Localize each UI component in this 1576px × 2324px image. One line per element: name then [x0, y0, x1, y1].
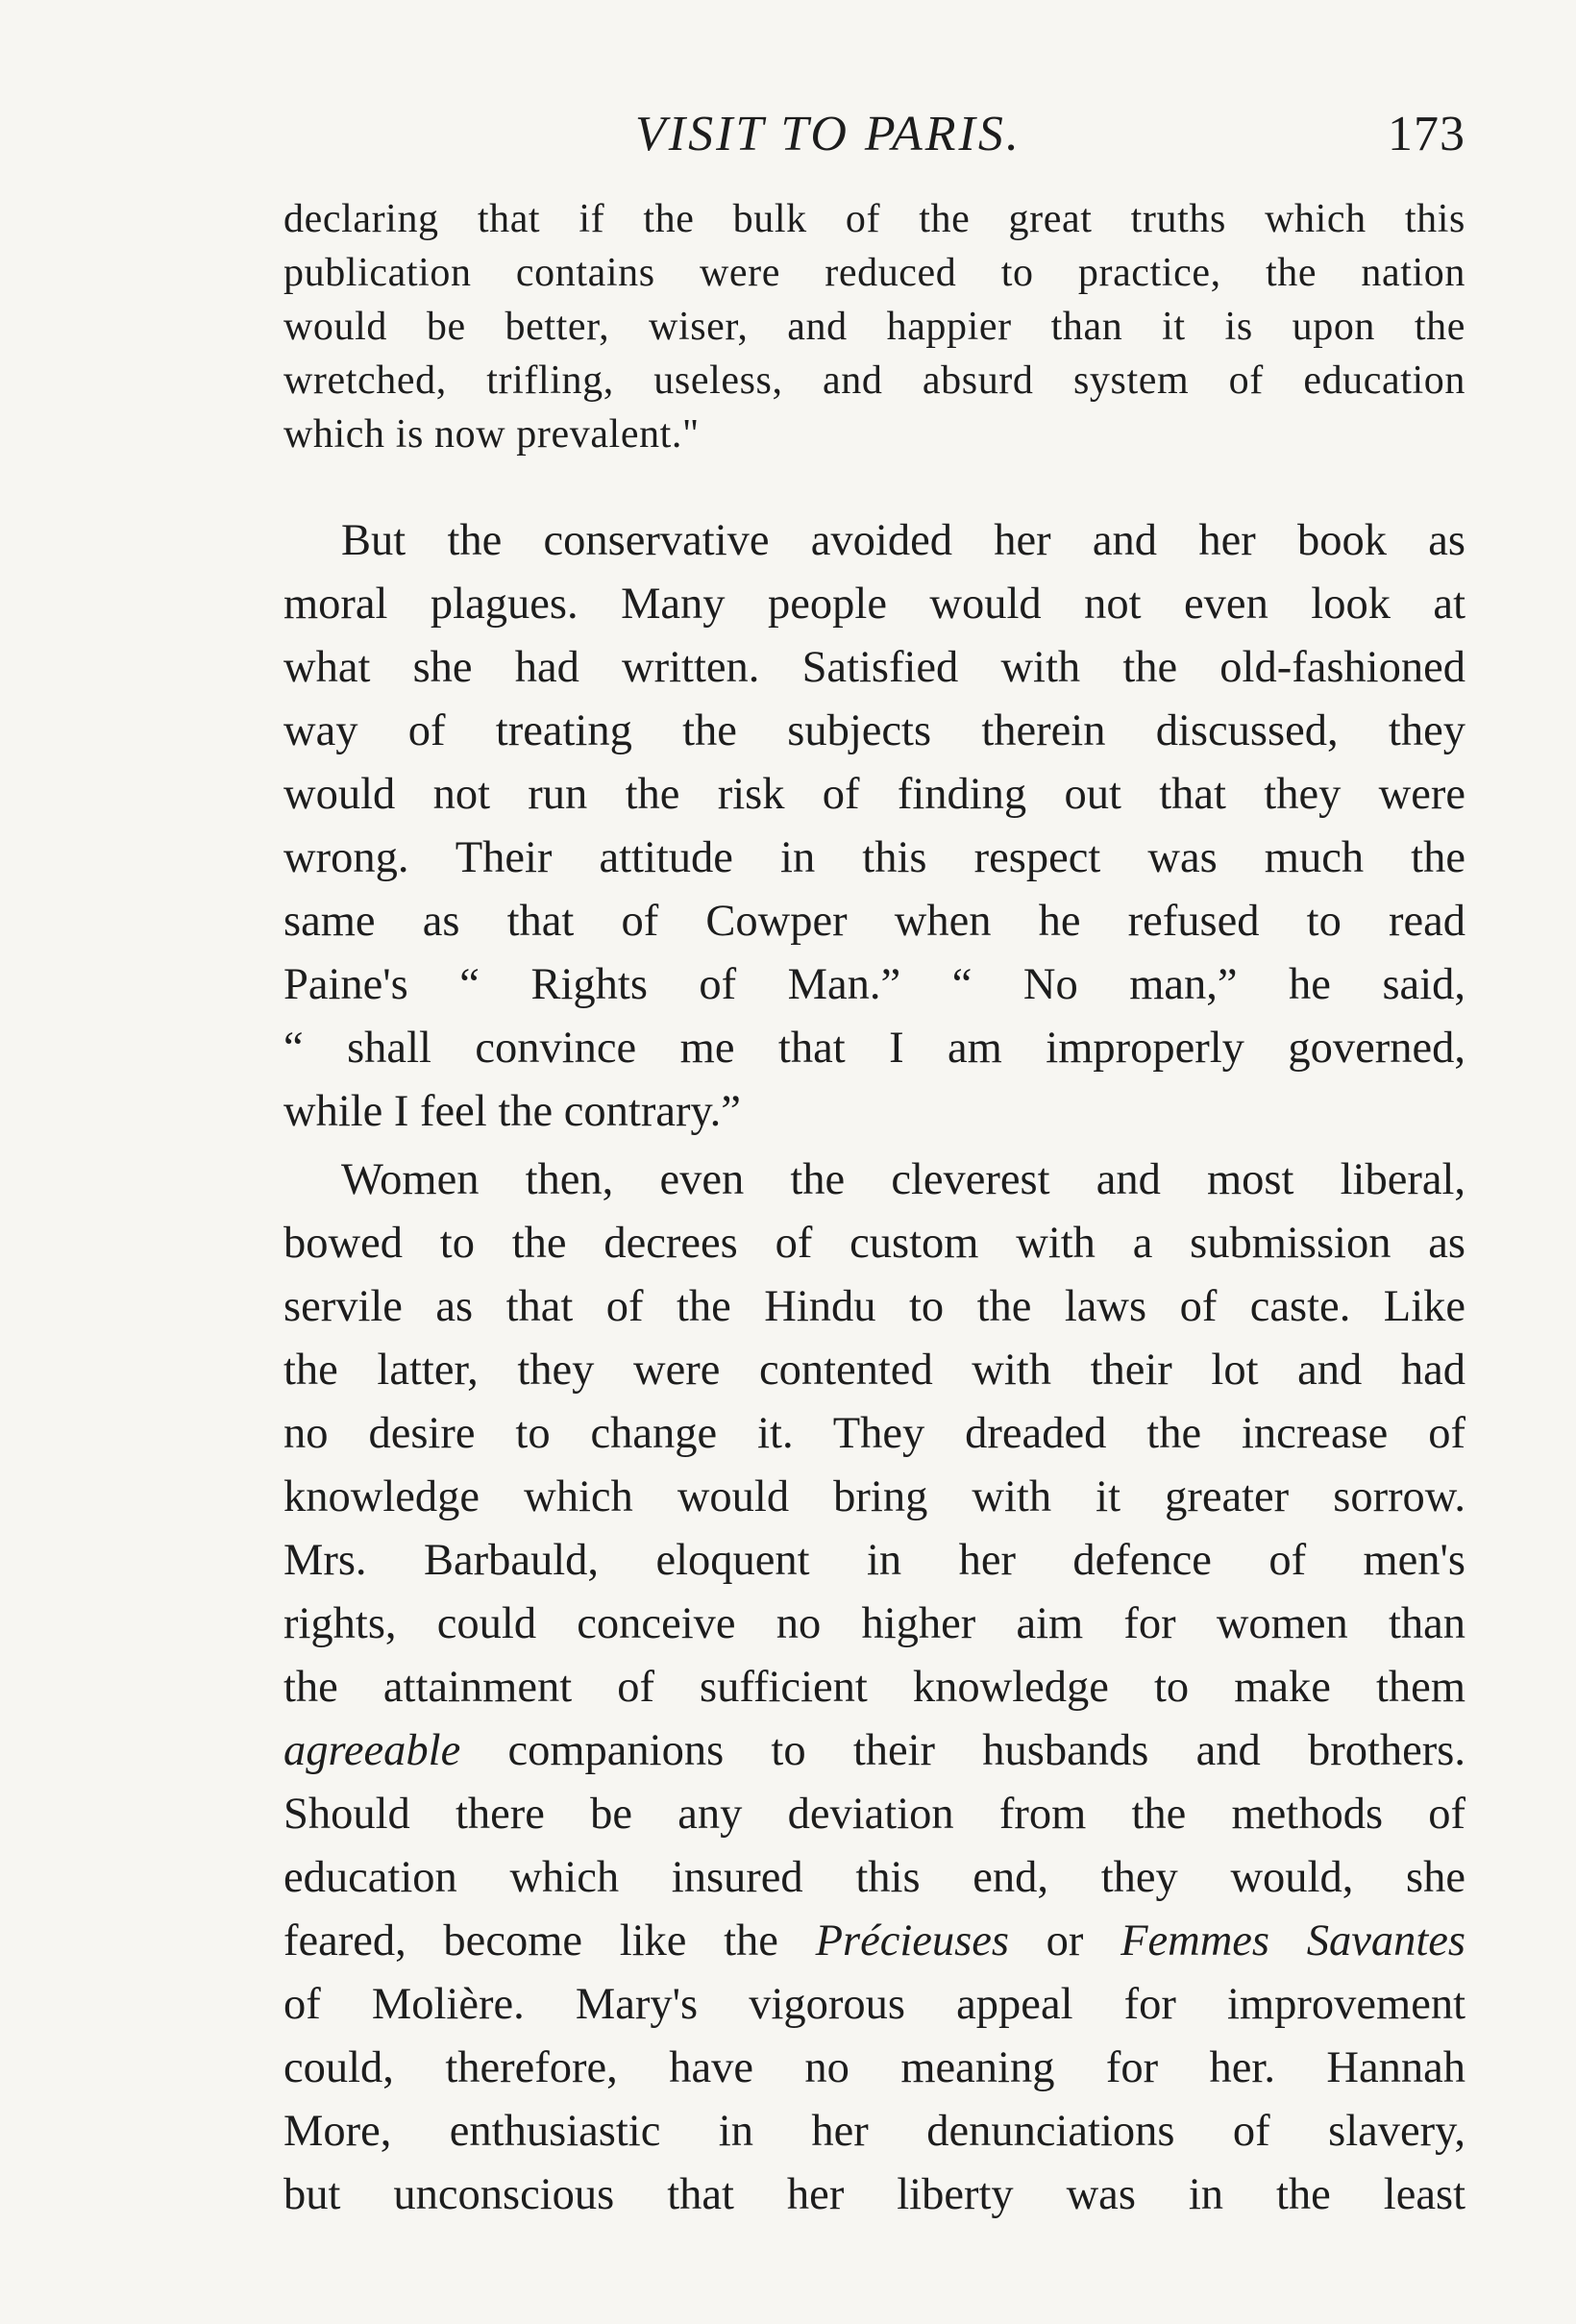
- text-line: Women then, even the cleverest and most liberal,: [341, 1155, 1465, 1204]
- text-line: More, enthusiastic in her denunciations of slavery,: [283, 2107, 1465, 2156]
- paragraph-2: [283, 1149, 1465, 2227]
- text-line: But the conservative avoided her and her book as: [341, 516, 1465, 565]
- text-line: while I feel the contrary.”: [283, 1087, 741, 1136]
- italic-term-precieuses: Précieuses: [815, 1916, 1009, 1966]
- text-line: education which insured this end, they would, she: [283, 1853, 1465, 1902]
- text-line: could, therefore, have no meaning for her. Hannah: [283, 2043, 1465, 2092]
- text-line: what she had written. Satisfied with the old-fashioned: [283, 643, 1465, 692]
- text-line: Mrs. Barbauld, eloquent in her defence of men's: [283, 1536, 1465, 1585]
- text-line: would be better, wiser, and happier than it is upon the: [283, 305, 1465, 349]
- paragraph-1: [283, 509, 1465, 1144]
- quote-paragraph: [283, 192, 1465, 461]
- text-line: but unconscious that her liberty was in the least: [283, 2170, 1465, 2219]
- text-line: the latter, they were contented with their lot and had: [283, 1346, 1465, 1395]
- text-line: the attainment of sufficient knowledge to make them: [283, 1663, 1465, 1712]
- text-line: servile as that of the Hindu to the laws of caste. Like: [283, 1282, 1465, 1331]
- text-line: moral plagues. Many people would not even look at: [283, 580, 1465, 629]
- text-line: would not run the risk of finding out that they were: [283, 770, 1465, 819]
- italic-term-femmes-savantes: Femmes Savantes: [1120, 1916, 1465, 1966]
- text-line: way of treating the subjects therein discussed, they: [283, 706, 1465, 755]
- page-number: 173: [1388, 107, 1465, 161]
- text-line: of Molière. Mary's vigorous appeal for improvement: [283, 1980, 1465, 2029]
- text-line: publication contains were reduced to practice, the nation: [283, 251, 1465, 295]
- text-segment: or: [1009, 1916, 1121, 1966]
- text-line: “ shall convince me that I am improperly governed,: [283, 1024, 1465, 1073]
- text-line: Paine's “ Rights of Man.” “ No man,” he said,: [283, 960, 1465, 1009]
- text-line: same as that of Cowper when he refused to read: [283, 897, 1465, 946]
- text-line: declaring that if the bulk of the great truths which this: [283, 197, 1465, 241]
- text-line: wrong. Their attitude in this respect was much the: [283, 833, 1465, 882]
- italic-word-agreeable: agreeable: [283, 1726, 461, 1775]
- text-line: no desire to change it. They dreaded the increase of: [283, 1409, 1465, 1458]
- text-line: [283, 1910, 1465, 1973]
- running-title: VISIT TO PARIS.: [635, 107, 1022, 161]
- running-head: [283, 96, 1465, 173]
- text-line: Should there be any deviation from the methods of: [283, 1790, 1465, 1839]
- text-segment: feared, become like the: [283, 1916, 816, 1966]
- text-line: knowledge which would bring with it greater sorrow.: [283, 1472, 1465, 1521]
- text-line: [283, 1719, 1465, 1783]
- text-line: bowed to the decrees of custom with a submission as: [283, 1219, 1465, 1268]
- text-line: rights, could conceive no higher aim for women than: [283, 1599, 1465, 1648]
- text-line: wretched, trifling, useless, and absurd system of education: [283, 358, 1465, 403]
- text-segment: companions to their husbands and brothers.: [460, 1726, 1465, 1775]
- text-line: which is now prevalent.": [283, 412, 700, 457]
